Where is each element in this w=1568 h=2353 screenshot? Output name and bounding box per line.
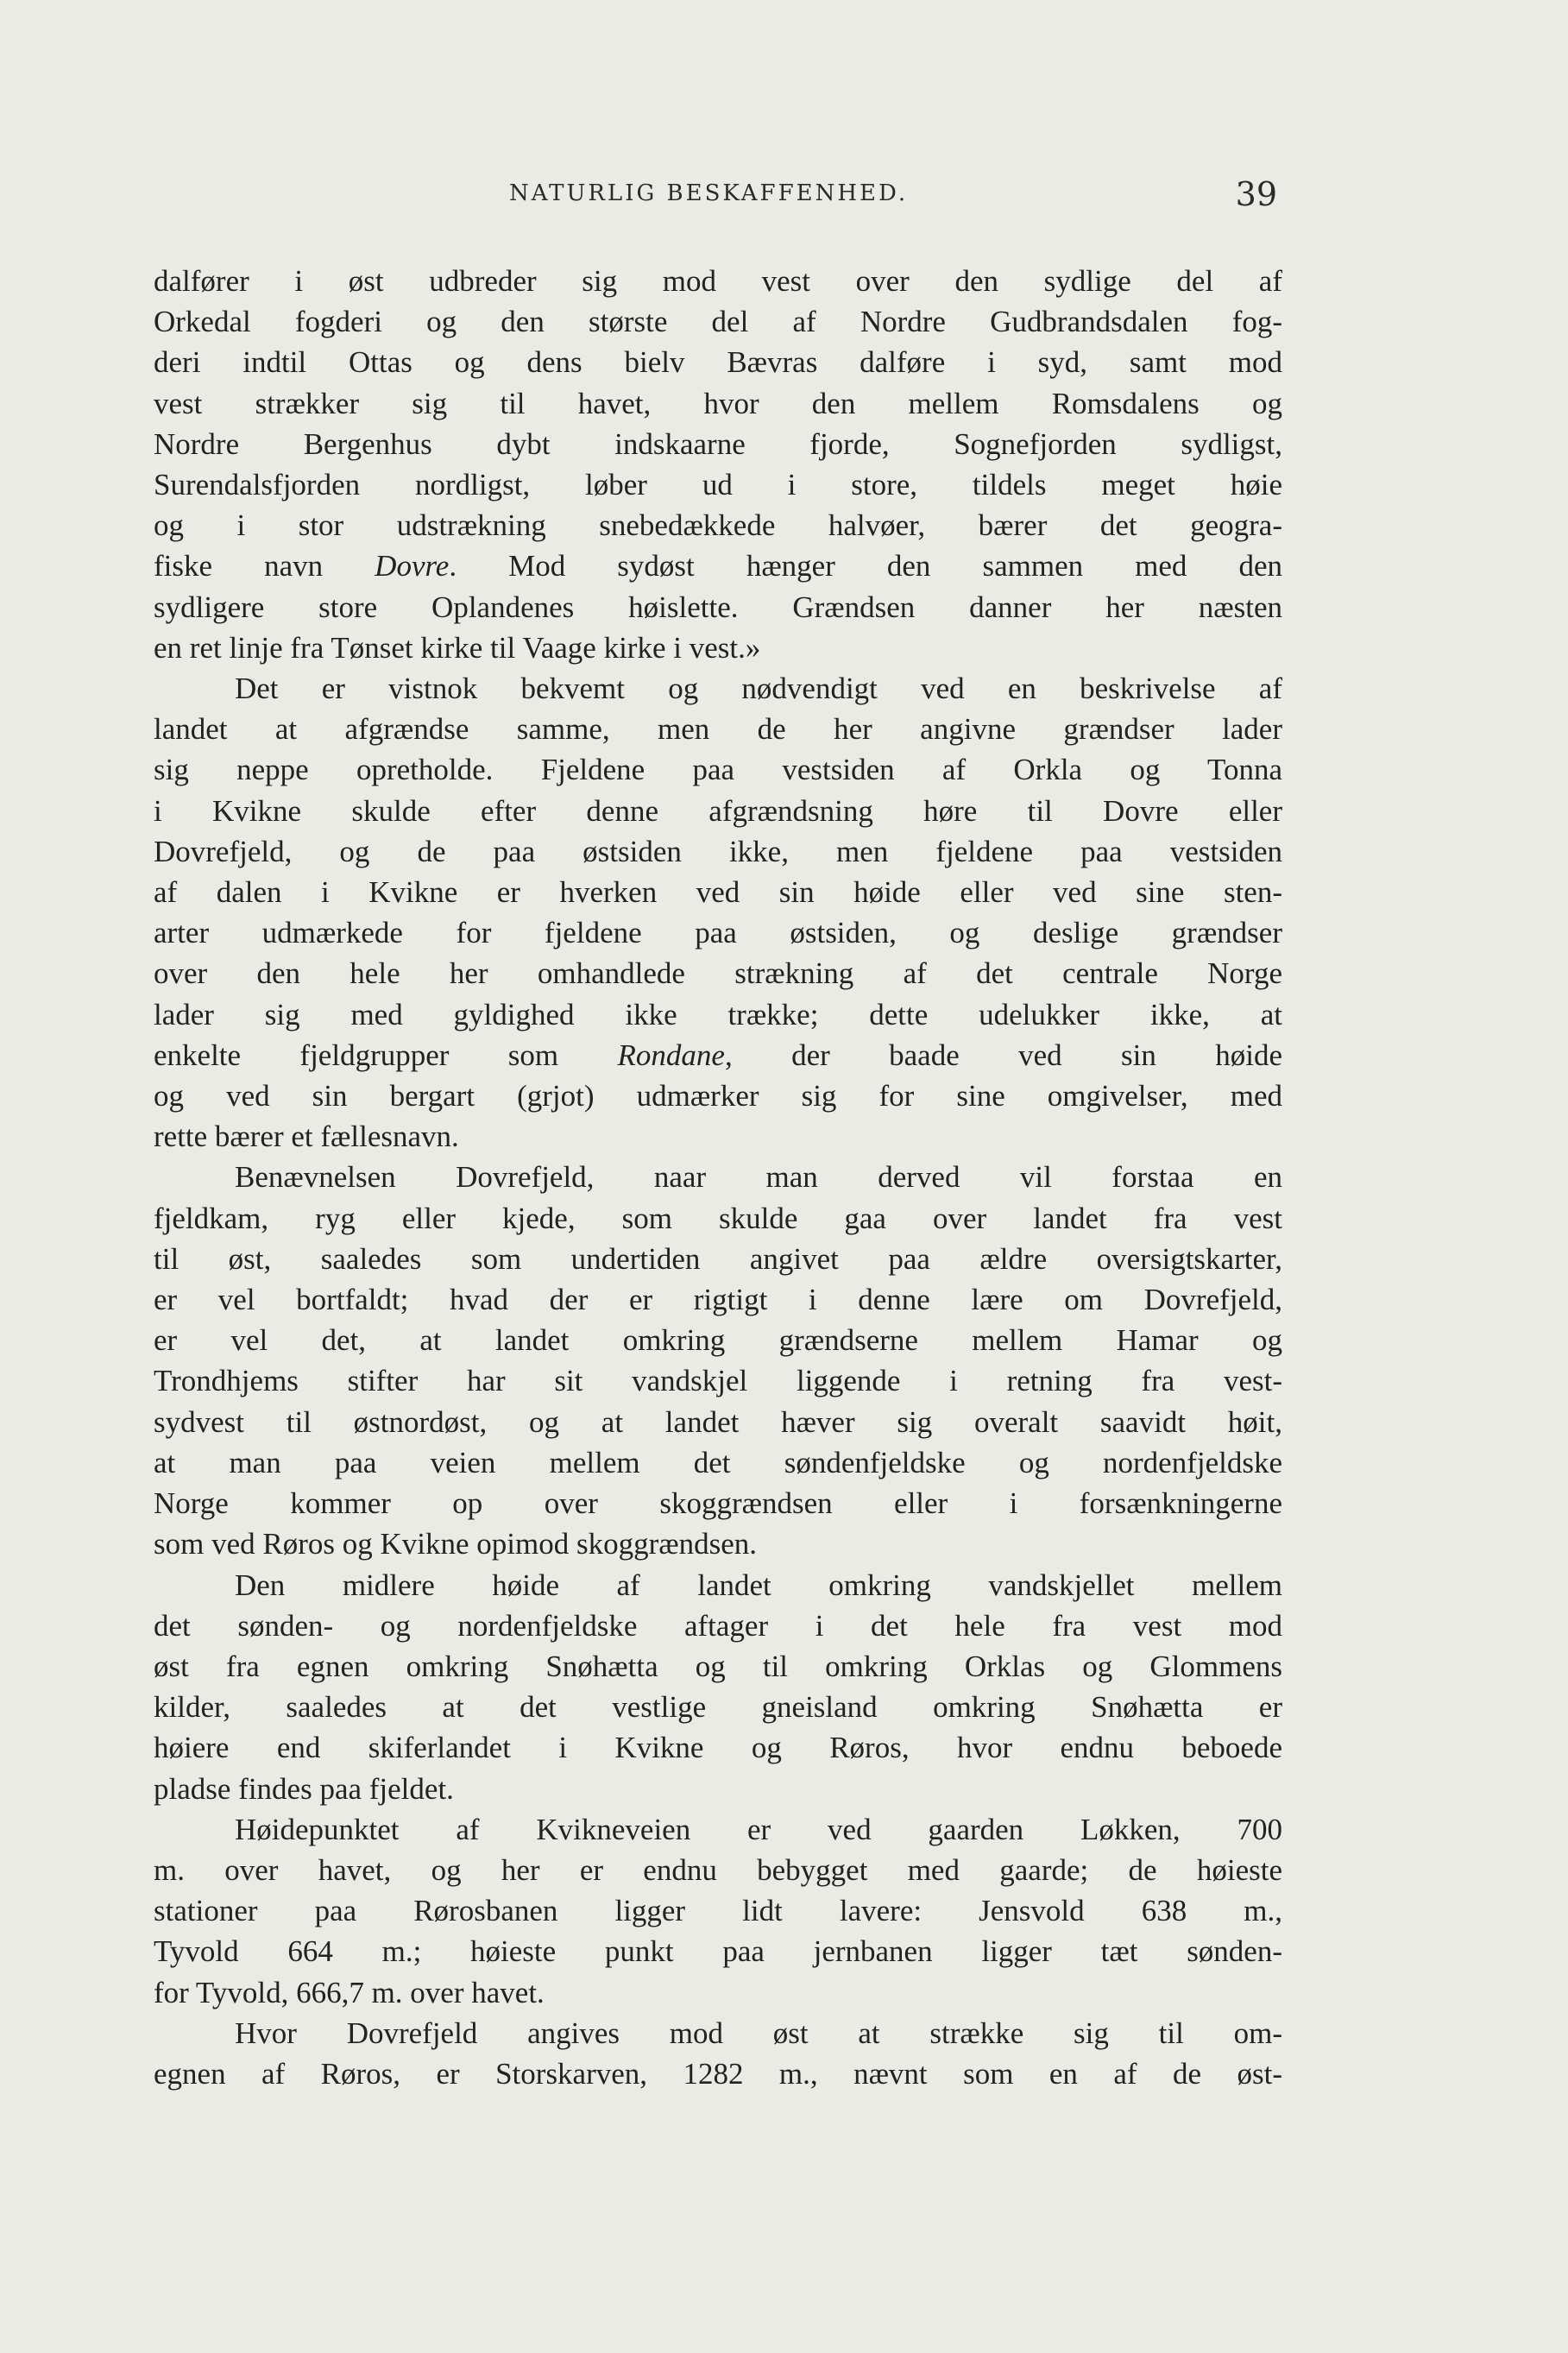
text-line: af dalen i Kvikne er hverken ved sin høide eller ved sine sten- (154, 875, 1282, 910)
text-line: deri indtil Ottas og dens bielv Bævras dalføre i syd, samt mod (154, 345, 1282, 380)
text-line: egnen af Røros, er Storskarven, 1282 m., nævnt som en af de øst- (154, 2056, 1282, 2091)
text-line: til øst, saaledes som undertiden angivet paa ældre oversigtskarter, (154, 1241, 1282, 1276)
text-line: fjeldkam, ryg eller kjede, som skulde gaa over landet fra vest (154, 1201, 1282, 1235)
italic-term: Dovre (375, 549, 450, 584)
body-text (154, 261, 1282, 2094)
text-line: for Tyvold, 666,7 m. over havet. (154, 1975, 545, 2009)
paragraph (154, 668, 1282, 1157)
text-line: kilder, saaledes at det vestlige gneisland omkring Snøhætta er (154, 1690, 1282, 1725)
text-line: øst fra egnen omkring Snøhætta og til omkring Orklas og Glommens (154, 1649, 1282, 1683)
paragraph (154, 1809, 1282, 2013)
text-line: det sønden- og nordenfjeldske aftager i det hele fra vest mod (154, 1608, 1282, 1643)
paragraph (154, 261, 1282, 668)
text-line: Hvor Dovrefjeld angives mod øst at strække sig til om- (235, 2016, 1282, 2050)
text-line: Trondhjems stifter har sit vandskjel liggende i retning fra vest- (154, 1364, 1282, 1398)
text-line: arter udmærkede for fjeldene paa østsiden, og deslige grændser (154, 916, 1282, 950)
text-line: m. over havet, og her er endnu bebygget med gaarde; de høieste (154, 1852, 1282, 1887)
text-line: Benævnelsen Dovrefjeld, naar man derved vil forstaa en (235, 1160, 1282, 1195)
text-line: som ved Røros og Kvikne opimod skoggrændsen. (154, 1527, 758, 1561)
text-line: stationer paa Rørosbanen ligger lidt lavere: Jensvold 638 m., (154, 1894, 1282, 1928)
text-line: vest strækker sig til havet, hvor den mellem Romsdalens og (154, 386, 1282, 420)
text-line: og ved sin bergart (grjot) udmærker sig for sine omgivelser, med (154, 1079, 1282, 1113)
text-line: Tyvold 664 m.; høieste punkt paa jernbanen ligger tæt sønden- (154, 1934, 1282, 1969)
text-line: Det er vistnok bekvemt og nødvendigt ved en beskrivelse af (235, 672, 1282, 706)
page-header (154, 175, 1277, 220)
paragraph (154, 2013, 1282, 2094)
text-line: enkelte fjeldgrupper som Rondane, der baade ved sin høide (154, 1038, 1282, 1072)
text-line: pladse findes paa fjeldet. (154, 1771, 454, 1806)
text-line: rette bærer et fællesnavn. (154, 1120, 459, 1154)
text-line: er vel bortfaldt; hvad der er rigtigt i denne lære om Dovrefjeld, (154, 1283, 1282, 1317)
text-line: sig neppe opretholde. Fjeldene paa vestsiden af Orkla og Tonna (154, 753, 1282, 787)
text-line: Dovrefjeld, og de paa østsiden ikke, men fjeldene paa vestsiden (154, 834, 1282, 868)
text-line: lader sig med gyldighed ikke trække; dette udelukker ikke, at (154, 997, 1282, 1031)
text-line: fiske navn Dovre. Mod sydøst hænger den sammen med den (154, 549, 1282, 584)
text-line: Høidepunktet af Kvikneveien er ved gaarden Løkken, 700 (235, 1812, 1282, 1846)
running-title: NATURLIG BESKAFFENHED. (509, 180, 909, 206)
paragraph (154, 1157, 1282, 1564)
text-line: Nordre Bergenhus dybt indskaarne fjorde, Sognefjorden sydligst, (154, 426, 1282, 461)
text-line: Surendalsfjorden nordligst, løber ud i store, tildels meget høie (154, 468, 1282, 502)
text-line: landet at afgrændse samme, men de her angivne grændser lader (154, 712, 1282, 747)
text-line: Orkedal fogderi og den største del af Nordre Gudbrandsdalen fog- (154, 305, 1282, 339)
text-line: er vel det, at landet omkring grændserne mellem Hamar og (154, 1323, 1282, 1358)
text-line: sydligere store Oplandenes høislette. Grændsen danner her næsten (154, 590, 1282, 624)
text-line: og i stor udstrækning snebedækkede halvøer, bærer det geogra- (154, 508, 1282, 543)
page-number: 39 (1235, 175, 1277, 213)
text-line: høiere end skiferlandet i Kvikne og Røros, hvor endnu beboede (154, 1731, 1282, 1765)
text-line: Den midlere høide af landet omkring vandskjellet mellem (235, 1568, 1282, 1602)
text-line: en ret linje fra Tønset kirke til Vaage kirke i vest.» (154, 630, 761, 665)
text-line: i Kvikne skulde efter denne afgrændsning høre til Dovre eller (154, 793, 1282, 828)
text-line: dalfører i øst udbreder sig mod vest over den sydlige del af (154, 264, 1282, 298)
italic-term: Rondane (617, 1038, 725, 1072)
text-line: sydvest til østnordøst, og at landet hæver sig overalt saavidt høit, (154, 1404, 1282, 1439)
text-line: Norge kommer op over skoggrændsen eller i forsænkningerne (154, 1486, 1282, 1521)
text-line: at man paa veien mellem det søndenfjeldske og nordenfjeldske (154, 1445, 1282, 1479)
paragraph (154, 1565, 1282, 1809)
text-line: over den hele her omhandlede strækning af det centrale Norge (154, 956, 1282, 991)
